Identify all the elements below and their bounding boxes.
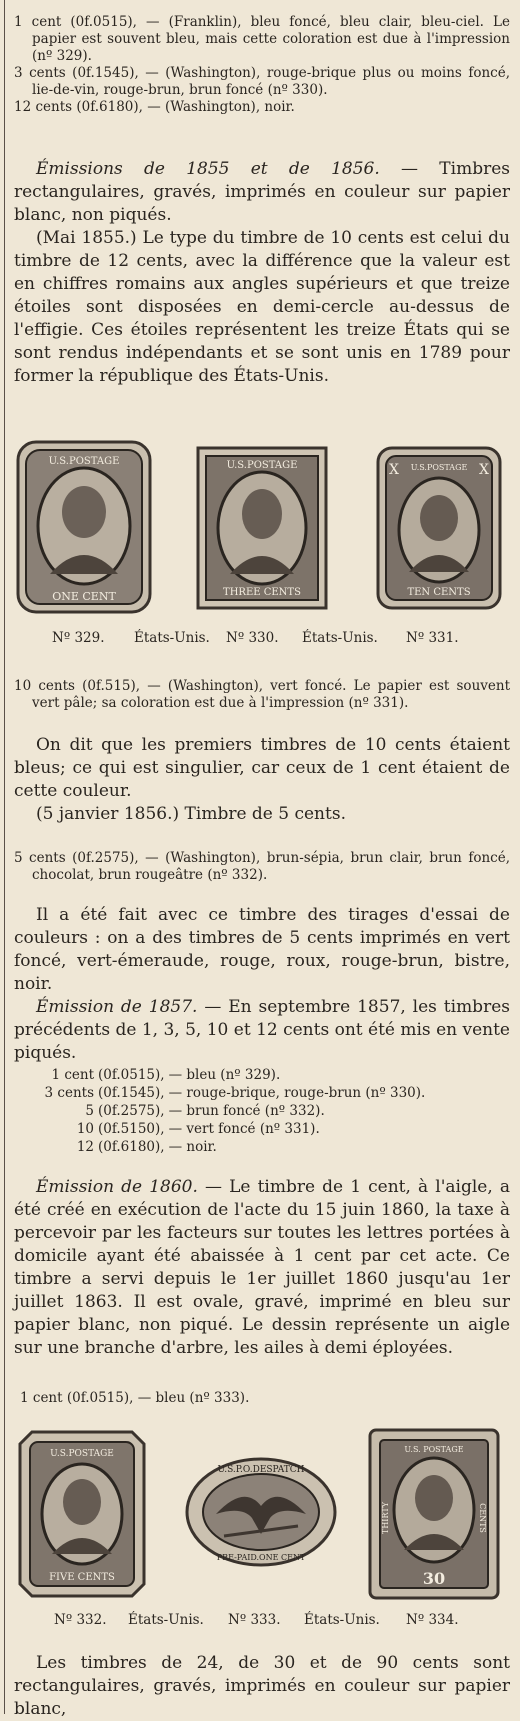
caption-333-number: Nº 333. [228, 1612, 281, 1628]
stamp-331-ten-cents [376, 446, 502, 610]
caption-329-number: Nº 329. [52, 630, 105, 646]
heading-1855: Émissions de 1855 et de 1856. [36, 159, 380, 179]
text-1860: — Le timbre de 1 cent, à l'aigle, a été créé en exécution de l'acte du 15 juin 1860, la taxe à percevoir par les facteurs sur toutes les lettres portées à domicile ayant été abaissée à 1 cent par cet acte. Ce timbre a servi depuis le 1er juillet 1860 jusqu'au 1er juillet 1863. Il est ovale, gravé, imprimé en bleu sur papier blanc, non piqué. Le dessin représente un aigle sur une branche d'arbre, les ailes à demi éployées. [14, 1177, 510, 1358]
caption-331-number: Nº 331. [406, 630, 459, 646]
stamp-334-thirty-cents [368, 1428, 500, 1600]
stamp-334-left-text: THIRTY [381, 1502, 390, 1534]
table-cell-desc: — bleu (nº 329). [168, 1067, 281, 1083]
stamp-334-right-text: CENTS [478, 1503, 487, 1533]
section-1856 [14, 734, 510, 826]
top-entries [14, 14, 510, 116]
stamp-333-bottom-text: PRE-PAID.ONE CENT [216, 1553, 306, 1562]
entry-3-cents: 3 cents (0f.1545), — (Washington), rouge-brique plus ou moins foncé, lie-de-vin, rouge-brun, brun foncé (nº 330). [14, 65, 510, 98]
stamp-334-top-text: U.S. POSTAGE [404, 1445, 464, 1454]
stamp-334-bottom-text: 30 [422, 1569, 446, 1588]
table-cell-value: 12 [76, 1139, 94, 1155]
entry-1-cent-1860: 1 cent (0f.0515), — bleu (nº 333). [20, 1390, 250, 1406]
caption-333-country: États-Unis. [304, 1612, 380, 1628]
section-1860 [14, 1176, 510, 1360]
stamp-332-bottom-text: FIVE CENTS [49, 1572, 115, 1583]
para-1855: (Mai 1855.) Le type du timbre de 10 cents est celui du timbre de 12 cents, avec la différence que la valeur est en chiffres romains aux angles supérieurs et que treize étoiles sont disposées en demi-cercle au-dessus de l'effigie. Ces étoiles représentent les treize États qui se sont rendus indépendants et se sont unis en 1789 pour former la république des États-Unis. [14, 228, 510, 386]
stamp-332-top-text: U.S.POSTAGE [50, 1449, 114, 1459]
text-1857: — En septembre 1857, les timbres précédents de 1, 3, 5, 10 et 12 cents ont été mis en vente piqués. [14, 997, 510, 1063]
table-cell-desc: — brun foncé (nº 332). [168, 1103, 325, 1119]
table-cell-desc: — rouge-brique, rouge-brun (nº 330). [168, 1085, 426, 1101]
entry-5-cents-block [14, 850, 510, 884]
table-row [40, 1066, 429, 1084]
table-cell-price: (0f.0515), [98, 1067, 165, 1083]
table-cell-desc: — noir. [168, 1139, 217, 1155]
table-cell-value: 5 [85, 1103, 94, 1119]
caption-334-number: Nº 334. [406, 1612, 459, 1628]
section-1855 [14, 158, 510, 388]
final-para: Les timbres de 24, de 30 et de 90 cents sont rectangulaires, gravés, imprimés en couleur sur papier blanc, [14, 1653, 510, 1719]
table-row [40, 1120, 429, 1138]
para-bleus: On dit que les premiers timbres de 10 cents étaient bleus; ce qui est singulier, car ceux de 1 cent étaient de cette couleur. [14, 735, 510, 801]
table-cell-price: (0f.5150), [98, 1121, 165, 1137]
stamp-329-top-text: U.S.POSTAGE [48, 456, 120, 467]
table-row [40, 1084, 429, 1102]
final-section [14, 1652, 510, 1721]
heading-1860: Émission de 1860. [36, 1177, 198, 1197]
stamp-330-three-cents [196, 446, 328, 610]
table-cell-value: 3 cents [44, 1085, 94, 1101]
table-cell-price: (0f.2575), [98, 1103, 165, 1119]
stamp-331-bottom-text: TEN CENTS [407, 587, 471, 598]
section-essai [14, 904, 510, 1065]
para-1856: (5 janvier 1856.) Timbre de 5 cents. [36, 804, 346, 824]
caption-330-country: États-Unis. [302, 630, 378, 646]
stamp-331-corner-right: X [479, 462, 489, 478]
table-cell-value: 1 cent [51, 1067, 94, 1083]
entry-10-cents: 10 cents (0f.515), — (Washington), vert foncé. Le papier est souvent vert pâle; sa coloration est due à l'impression (nº 331). [14, 678, 510, 711]
stamp-329-bottom-text: ONE CENT [52, 590, 116, 603]
stamp-332-five-cents [18, 1430, 146, 1598]
stamp-329-one-cent [16, 440, 152, 614]
stamp-330-bottom-text: THREE CENTS [223, 587, 301, 598]
stamp-331-corner-left: X [389, 462, 399, 478]
intro-1855: — Timbres rectangulaires, gravés, imprimés en couleur sur papier blanc, non piqués. [14, 159, 510, 225]
left-margin-rule [4, 0, 5, 1714]
stamp-330-top-text: U.S.POSTAGE [226, 460, 298, 471]
caption-330-number: Nº 330. [226, 630, 279, 646]
stamp-331-top-text: U.S.POSTAGE [410, 463, 468, 472]
para-essai: Il a été fait avec ce timbre des tirages d'essai de couleurs : on a des timbres de 5 cents imprimés en vert foncé, vert-émeraude, rouge, roux, rouge-brun, bistre, noir. [14, 905, 510, 994]
table-row [40, 1102, 429, 1120]
table-cell-value: 10 [76, 1121, 94, 1137]
entry-12-cents: 12 cents (0f.6180), — (Washington), noir. [14, 99, 295, 115]
stamp-333-top-text: U.S.P.O.DESPATCH [217, 1465, 305, 1475]
heading-1857: Émission de 1857. [36, 997, 198, 1017]
entry-10-cents-block [14, 678, 510, 712]
entry-5-cents: 5 cents (0f.2575), — (Washington), brun-sépia, brun clair, brun foncé, chocolat, brun rougeâtre (nº 332). [14, 850, 510, 883]
table-cell-desc: — vert foncé (nº 331). [168, 1121, 320, 1137]
table-cell-price: (0f.1545), [98, 1085, 165, 1101]
entry-1860-block [14, 1390, 510, 1407]
stamp-333-eagle [184, 1456, 338, 1568]
table-1857 [40, 1066, 520, 1156]
caption-329-country: États-Unis. [134, 630, 210, 646]
table-row [40, 1138, 429, 1156]
table-cell-price: (0f.6180), [98, 1139, 165, 1155]
caption-332-number: Nº 332. [54, 1612, 107, 1628]
caption-332-country: États-Unis. [128, 1612, 204, 1628]
entry-1-cent: 1 cent (0f.0515), — (Franklin), bleu foncé, bleu clair, bleu-ciel. Le papier est souvent bleu, mais cette coloration est due à l'impression (nº 329). [14, 14, 510, 64]
